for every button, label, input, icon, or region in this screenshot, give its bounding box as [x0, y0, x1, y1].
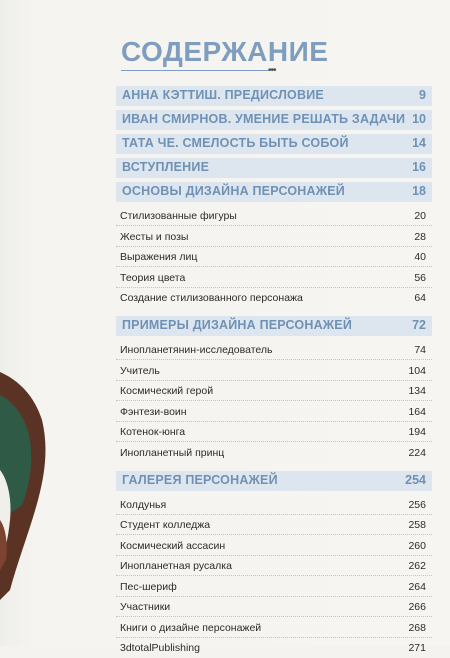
toc-entry[interactable] [116, 231, 432, 247]
toc-entry-title: Участники [120, 601, 171, 613]
toc-entry-divider [116, 575, 432, 576]
toc-entry-title: Инопланетянин-исследователь [120, 344, 273, 356]
toc-entry-title: Выражения лиц [120, 251, 198, 263]
toc-entry-divider [116, 534, 432, 535]
toc-section-title: ИВАН СМИРНОВ. УМЕНИЕ РЕШАТЬ ЗАДАЧИ [122, 112, 406, 126]
toc-entry-page-number: 224 [408, 446, 426, 459]
toc-entry-page-number: 40 [414, 251, 426, 263]
toc-entry[interactable] [116, 642, 432, 658]
toc-entry[interactable] [116, 622, 432, 638]
toc-entry-divider [116, 246, 432, 247]
toc-section-page-number: 10 [412, 112, 426, 126]
toc-entry-page-number: 104 [408, 364, 426, 377]
toc-entry-page-number: 64 [414, 292, 426, 304]
toc-entry[interactable] [116, 581, 432, 597]
toc-entry-page-number: 262 [408, 560, 426, 572]
toc-entry-title: Котенок-юнга [120, 426, 186, 438]
toc-entry[interactable] [116, 447, 432, 463]
toc-entry-title: Фэнтези-воин [120, 405, 187, 418]
toc-section[interactable] [116, 134, 432, 154]
toc-entry-title: 3dtotalPublishing [120, 642, 200, 654]
toc-entry[interactable] [116, 292, 432, 308]
toc-entry-page-number: 258 [408, 519, 426, 531]
toc-entry-page-number: 56 [414, 271, 426, 284]
toc-section[interactable] [116, 86, 432, 106]
toc-section-title: ПРИМЕРЫ ДИЗАЙНА ПЕРСОНАЖЕЙ [122, 318, 353, 332]
toc-entry-title: Пес-шериф [120, 580, 177, 593]
toc-entry[interactable] [116, 560, 432, 576]
toc-entry-page-number: 260 [408, 539, 426, 552]
toc-section-title: ГАЛЕРЕЯ ПЕРСОНАЖЕЙ [122, 472, 278, 487]
toc-section-page-number: 254 [405, 472, 426, 487]
toc-entry-page-number: 194 [408, 426, 426, 438]
toc-entry-title: Студент колледжа [120, 519, 211, 531]
toc-entry-divider [116, 616, 432, 617]
toc-entry-title: Стилизованные фигуры [120, 210, 237, 222]
toc-section-title: ВСТУПЛЕНИЕ [122, 160, 210, 174]
toc-entry-divider [116, 380, 432, 381]
toc-entry[interactable] [116, 365, 432, 381]
toc-entry[interactable] [116, 601, 432, 617]
toc-section[interactable] [116, 158, 432, 178]
toc-entry-page-number: 264 [408, 580, 426, 593]
toc-entry-title: Колдунья [120, 498, 167, 511]
toc-entry-title: Создание стилизованного персонажа [120, 292, 303, 304]
toc-entry-page-number: 74 [414, 344, 426, 356]
toc-entry-page-number: 28 [414, 230, 426, 243]
toc-entry-divider [116, 400, 432, 401]
toc-entry[interactable] [116, 344, 432, 360]
toc-entry-divider [116, 514, 432, 515]
toc-section-title: ОСНОВЫ ДИЗАЙНА ПЕРСОНАЖЕЙ [122, 184, 345, 198]
toc-entry-title: Космический герой [120, 385, 214, 397]
toc-section[interactable] [116, 316, 432, 336]
toc-section-page-number: 72 [412, 318, 426, 332]
title-dots-ornament: ••• [268, 65, 276, 76]
toc-entry-divider [116, 266, 432, 267]
toc-entry-divider [116, 421, 432, 422]
toc-entry[interactable] [116, 210, 432, 226]
toc-entry-page-number: 134 [408, 385, 426, 397]
toc-entry-divider [116, 555, 432, 556]
toc-entry-title: Инопланетный принц [120, 446, 225, 459]
toc-entry-page-number: 164 [408, 405, 426, 418]
toc-section-title: АННА КЭТТИШ. ПРЕДИСЛОВИЕ [122, 88, 324, 102]
toc-entry-title: Теория цвета [120, 271, 186, 284]
toc-entry[interactable] [116, 499, 432, 515]
toc-entry-divider [116, 596, 432, 597]
toc-entry-page-number: 271 [408, 642, 426, 654]
toc-entry-title: Учитель [120, 364, 160, 377]
toc-entry-page-number: 20 [414, 210, 426, 222]
toc-entry-title: Космический ассасин [120, 539, 226, 552]
toc-entry-title: Книги о дизайне персонажей [120, 621, 262, 634]
toc-entry-divider [116, 637, 432, 638]
toc-entry-title: Инопланетная русалка [120, 560, 232, 572]
toc-section-page-number: 18 [412, 184, 426, 198]
toc-entry-page-number: 256 [408, 498, 426, 511]
toc-entry-divider [116, 441, 432, 442]
toc-section-page-number: 16 [412, 160, 426, 174]
toc-entry-page-number: 266 [408, 601, 426, 613]
toc-section[interactable] [116, 182, 432, 202]
character-illustration-fragment [0, 0, 60, 646]
toc-entry-page-number: 268 [408, 621, 426, 634]
toc-entry-divider [116, 287, 432, 288]
toc-section-page-number: 9 [419, 88, 426, 102]
table-of-contents [116, 0, 432, 654]
toc-entry-title: Жесты и позы [120, 230, 189, 243]
toc-section-title: ТАТА ЧЕ. СМЕЛОСТЬ БЫТЬ СОБОЙ [122, 136, 349, 150]
toc-entry[interactable] [116, 540, 432, 556]
toc-entry[interactable] [116, 385, 432, 401]
toc-entry[interactable] [116, 272, 432, 288]
toc-entry[interactable] [116, 406, 432, 422]
toc-entry[interactable] [116, 519, 432, 535]
toc-section[interactable] [116, 110, 432, 130]
toc-section-page-number: 14 [412, 136, 426, 150]
toc-entry-divider [116, 225, 432, 226]
toc-entry-divider [116, 359, 432, 360]
toc-entry[interactable] [116, 426, 432, 442]
page-title: СОДЕРЖАНИЕ [121, 36, 329, 67]
toc-entry[interactable] [116, 251, 432, 267]
toc-section[interactable] [116, 471, 432, 491]
